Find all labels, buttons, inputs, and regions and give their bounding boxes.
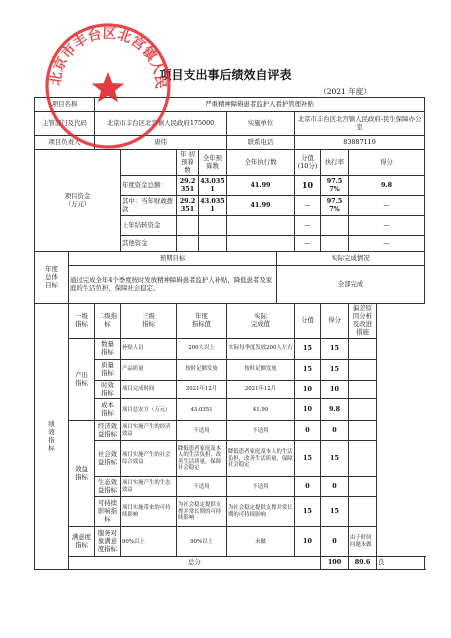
funds-label xyxy=(35,150,121,252)
indicator-l2: 质量 指标 xyxy=(95,359,121,380)
indicator-note xyxy=(349,421,377,441)
funds-row-rate xyxy=(321,236,349,252)
indicator-note: 由于时间问题未做 xyxy=(349,527,377,557)
funds-row-budget xyxy=(177,216,199,236)
indicator-l3: 项目实施产生的经济效益 xyxy=(121,421,177,441)
svg-text:北京市丰台区北宫镇人民政府: 北京市丰台区北宫镇人民 xyxy=(47,25,169,90)
indicator-note xyxy=(349,477,377,497)
unit-value: 北京市丰台区北宫镇人民政府-民生保障办公室 xyxy=(295,112,425,136)
col-full-budget: 全年预 算数 xyxy=(199,150,227,176)
indicator-l2: 可持续 影响指 标 xyxy=(95,497,121,527)
indicator-note xyxy=(349,441,377,477)
total-label: 总分 xyxy=(69,557,321,570)
funds-row-score: — xyxy=(295,196,321,216)
indicator-actual: 41.99 xyxy=(227,399,295,421)
indicator-note xyxy=(349,399,377,421)
indicator-score: 0 xyxy=(295,477,321,497)
indicator-actual: 不适用 xyxy=(227,477,295,497)
funds-header-blank xyxy=(121,150,177,176)
funds-row-budget xyxy=(177,236,199,252)
indicator-header-note: 偏差原因分析及改进措施 xyxy=(349,304,377,338)
indicator-score: 15 xyxy=(295,359,321,380)
col-rate: 执行率 xyxy=(321,150,349,176)
funds-row-points: — xyxy=(349,196,425,216)
indicator-l2: 生态效 益指标 xyxy=(95,477,121,497)
indicator-l3: 产品质量 xyxy=(121,359,177,380)
indicator-note xyxy=(349,338,377,359)
indicator-l3: 项目实施带来的可持续影响 xyxy=(121,497,177,527)
funds-row-full: 43.0351 xyxy=(199,176,227,196)
indicator-l3: 补贴人员 xyxy=(121,338,177,359)
indicator-header-points: 得分 xyxy=(321,304,349,338)
phone-value: 83887119 xyxy=(295,136,425,150)
funds-row-exec: 41.99 xyxy=(227,196,295,216)
indicator-points: 15 xyxy=(321,441,349,477)
dept-label: 主管部门及代码 xyxy=(35,112,95,136)
indicator-l3: 项目总安方（万元） xyxy=(121,399,177,421)
indicator-score: 0 xyxy=(295,421,321,441)
indicator-l2: 时效 指标 xyxy=(95,380,121,399)
funds-row-label: 其他资金 xyxy=(121,236,177,252)
funds-row-budget: 29.2351 xyxy=(177,196,199,216)
indicator-row xyxy=(35,527,425,557)
year-label: （2021 年度） xyxy=(319,87,371,96)
funds-row-full xyxy=(199,236,227,252)
indicator-target: 2021年12月 xyxy=(177,380,227,399)
indicator-header-l2: 二级指 标 xyxy=(95,304,121,338)
indicator-target: 降低患者家庭及本人的生活负担，改善生活质量，保障社会稳定 xyxy=(177,441,227,477)
indicator-points: 9.8 xyxy=(321,399,349,421)
indicator-actual: 按时足额发放 xyxy=(227,359,295,380)
funds-row-exec xyxy=(227,216,295,236)
indicator-target: 为社会稳定提供支撑并常长期的可持续影响 xyxy=(177,497,227,527)
unit-label: 实施单位 xyxy=(227,112,295,136)
indicators-section-label: 绩 效 指 标 xyxy=(35,304,69,570)
indicator-l3: 项目实施产生的生态效益 xyxy=(121,477,177,497)
funds-label-text: 项目资金 （万元） xyxy=(64,191,91,208)
leader-value: 唐伟 xyxy=(95,136,227,150)
col-exec: 全年执行数 xyxy=(227,150,295,176)
phone-label: 联系电话 xyxy=(227,136,295,150)
project-name-label: 项目名称 xyxy=(35,98,95,112)
indicator-l2: 经济效 益指标 xyxy=(95,421,121,441)
output-indicator-label: 产出 指标 xyxy=(69,338,95,421)
leader-label: 项目负责人 xyxy=(35,136,95,150)
indicator-note xyxy=(349,359,377,380)
indicator-l2: 数量 指标 xyxy=(95,338,121,359)
indicator-score: 15 xyxy=(295,497,321,527)
total-score: 100 xyxy=(321,557,349,570)
indicator-header-target: 年度 指标值 xyxy=(177,304,227,338)
funds-row-score: 10 xyxy=(295,176,321,196)
indicator-target: 43.0351 xyxy=(177,399,227,421)
indicator-target: 不适用 xyxy=(177,421,227,441)
satisfaction-indicator-label: 满意度 指标 xyxy=(69,527,95,557)
indicator-row xyxy=(35,338,425,359)
funds-row-label: 其中：当年财政拨款 xyxy=(121,196,177,216)
indicator-points: 15 xyxy=(321,338,349,359)
project-name-value: 严重精神障碍患者监护人看护管理补贴 xyxy=(95,98,425,112)
indicator-header-l3: 三级 指标 xyxy=(121,304,177,338)
goal-expected-label: 预期目标 xyxy=(69,252,277,266)
funds-row-rate: 97.57% xyxy=(321,196,349,216)
goal-actual-label: 实际完成情况 xyxy=(277,252,425,266)
funds-row-rate: 97.57% xyxy=(321,176,349,196)
indicator-l2: 服务对 象满意 度指标 xyxy=(95,527,121,557)
funds-row-score: — xyxy=(295,236,321,252)
indicator-points: 0 xyxy=(321,477,349,497)
funds-row-exec xyxy=(227,236,295,252)
funds-row-exec: 41.99 xyxy=(227,176,295,196)
indicator-l2: 成本 指标 xyxy=(95,399,121,421)
indicator-target: 按时足额发放 xyxy=(177,359,227,380)
indicator-actual: 降低患者家庭及本人的生活负担，改善生活质量，保障社会稳定 xyxy=(227,441,295,477)
indicator-points: 0 xyxy=(321,527,349,557)
funds-row-rate xyxy=(321,216,349,236)
goal-actual-text: 全部完成 xyxy=(277,266,425,304)
funds-row-budget: 29.2351 xyxy=(177,176,199,196)
evaluation-table xyxy=(34,97,425,570)
indicator-score: 10 xyxy=(295,380,321,399)
funds-row-full: 43.0351 xyxy=(199,196,227,216)
effect-indicator-label: 效益 指标 xyxy=(69,421,95,527)
indicator-note xyxy=(349,380,377,399)
col-budget: 年 初 预算数 xyxy=(177,150,199,176)
indicator-header-l1: 一级 指标 xyxy=(69,304,95,338)
funds-row-full xyxy=(199,216,227,236)
indicator-header-score: 分值 xyxy=(295,304,321,338)
funds-row-points: — xyxy=(349,236,425,252)
funds-row-points: 9.8 xyxy=(349,176,425,196)
col-points: 得分 xyxy=(349,150,425,176)
indicator-header-actual: 实际 完成值 xyxy=(227,304,295,338)
indicator-l3: 项目完成时间 xyxy=(121,380,177,399)
document-title: 项目支出事后绩效自评表 xyxy=(159,68,292,82)
indicator-target: 90%以上 xyxy=(177,527,227,557)
indicator-note xyxy=(349,497,377,527)
indicator-score: 10 xyxy=(295,399,321,421)
funds-row-points: — xyxy=(349,216,425,236)
funds-row-label: 上年结转资金 xyxy=(121,216,177,236)
indicator-actual: 未做 xyxy=(227,527,295,557)
indicator-l3: 项目实施产生的社会综合效益 xyxy=(121,441,177,477)
indicator-actual: 2021年12月 xyxy=(227,380,295,399)
indicator-score: 15 xyxy=(295,338,321,359)
indicator-score: 10 xyxy=(295,527,321,557)
indicator-l3: 90%以上 xyxy=(121,527,177,557)
dept-value: 北京市丰台区北宫镇人民政府175000 xyxy=(95,112,227,136)
indicator-points: 15 xyxy=(321,497,349,527)
indicator-actual: 实际每季度发放200人左右 xyxy=(227,338,295,359)
indicator-points: 10 xyxy=(321,380,349,399)
goal-expected-text: 通过完成全年4个季度按时发放精神障碍患者监护人补贴，降低患者及家庭的生活负担，保障社会稳定。 xyxy=(69,266,277,304)
indicator-row xyxy=(35,421,425,441)
indicator-actual: 不适用 xyxy=(227,421,295,441)
indicator-actual: 为社会稳定提供支撑并常长期的可持续影响 xyxy=(227,497,295,527)
indicator-score: 15 xyxy=(295,441,321,477)
indicator-target: 不适用 xyxy=(177,477,227,497)
total-grade: 良 xyxy=(377,557,425,570)
funds-row-score: — xyxy=(295,216,321,236)
total-points: 89.6 xyxy=(349,557,377,570)
funds-row-label: 年度资金总额： xyxy=(121,176,177,196)
indicator-points: 0 xyxy=(321,421,349,441)
indicator-target: 200人以上 xyxy=(177,338,227,359)
indicator-points: 15 xyxy=(321,359,349,380)
indicator-l2: 社会效 益指标 xyxy=(95,441,121,477)
col-score: 分值 (10分) xyxy=(295,150,321,176)
goal-label: 年度 总体 目标 xyxy=(35,252,69,304)
